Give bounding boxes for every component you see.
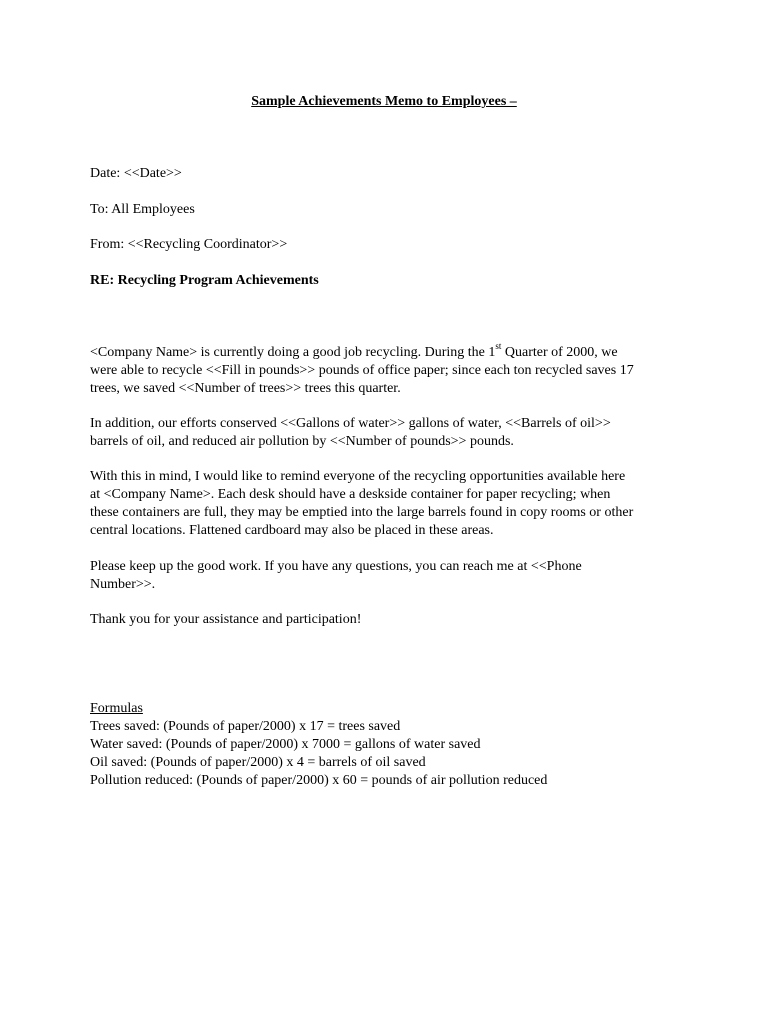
formulas-section (90, 700, 547, 790)
formula-oil: Oil saved: (Pounds of paper/2000) x 4 = barrels of oil saved (90, 755, 426, 770)
memo-to: To: All Employees (90, 202, 195, 217)
memo-subject: RE: Recycling Program Achievements (90, 273, 319, 288)
memo-from: From: <<Recycling Coordinator>> (90, 237, 288, 252)
formula-water: Water saved: (Pounds of paper/2000) x 7000 = gallons of water saved (90, 737, 481, 752)
paragraph-line: central locations. Flattened cardboard may also be placed in these areas. (90, 523, 494, 538)
paragraph-line: trees, we saved <<Number of trees>> trees this quarter. (90, 381, 401, 396)
paragraph-achievements (90, 341, 710, 398)
paragraph-line (90, 341, 710, 362)
paragraph-conservation (90, 415, 710, 451)
memo-date: Date: <<Date>> (90, 166, 182, 181)
paragraph-line: With this in mind, I would like to remind everyone of the recycling opportunities available here (90, 469, 626, 484)
formula-pollution: Pollution reduced: (Pounds of paper/2000) x 60 = pounds of air pollution reduced (90, 773, 548, 788)
paragraph-line: Number>>. (90, 577, 156, 592)
paragraph-line: barrels of oil, and reduced air pollution by <<Number of pounds>> pounds. (90, 434, 514, 449)
paragraph-thanks: Thank you for your assistance and participation! (90, 612, 362, 627)
ordinal-superscript: st (495, 341, 502, 352)
text-segment: Quarter of 2000, we (501, 345, 618, 360)
text-segment: <Company Name> is currently doing a good job recycling. During the 1 (90, 345, 496, 360)
paragraph-line: Please keep up the good work. If you have any questions, you can reach me at <<Phone (90, 559, 582, 574)
paragraph-line: at <Company Name>. Each desk should have a deskside container for paper recycling; when (90, 487, 611, 502)
formulas-heading: Formulas (90, 701, 143, 716)
paragraph-line: In addition, our efforts conserved <<Gallons of water>> gallons of water, <<Barrels of oil>> (90, 416, 611, 431)
formula-trees: Trees saved: (Pounds of paper/2000) x 17 = trees saved (90, 719, 401, 734)
paragraph-opportunities (90, 468, 710, 540)
paragraph-line: were able to recycle <<Fill in pounds>> pounds of office paper; since each ton recycled saves 17 (90, 363, 634, 378)
paragraph-line: these containers are full, they may be emptied into the large barrels found in copy rooms or other (90, 505, 634, 520)
paragraph-contact (90, 558, 710, 594)
memo-title: Sample Achievements Memo to Employees – (251, 94, 517, 109)
